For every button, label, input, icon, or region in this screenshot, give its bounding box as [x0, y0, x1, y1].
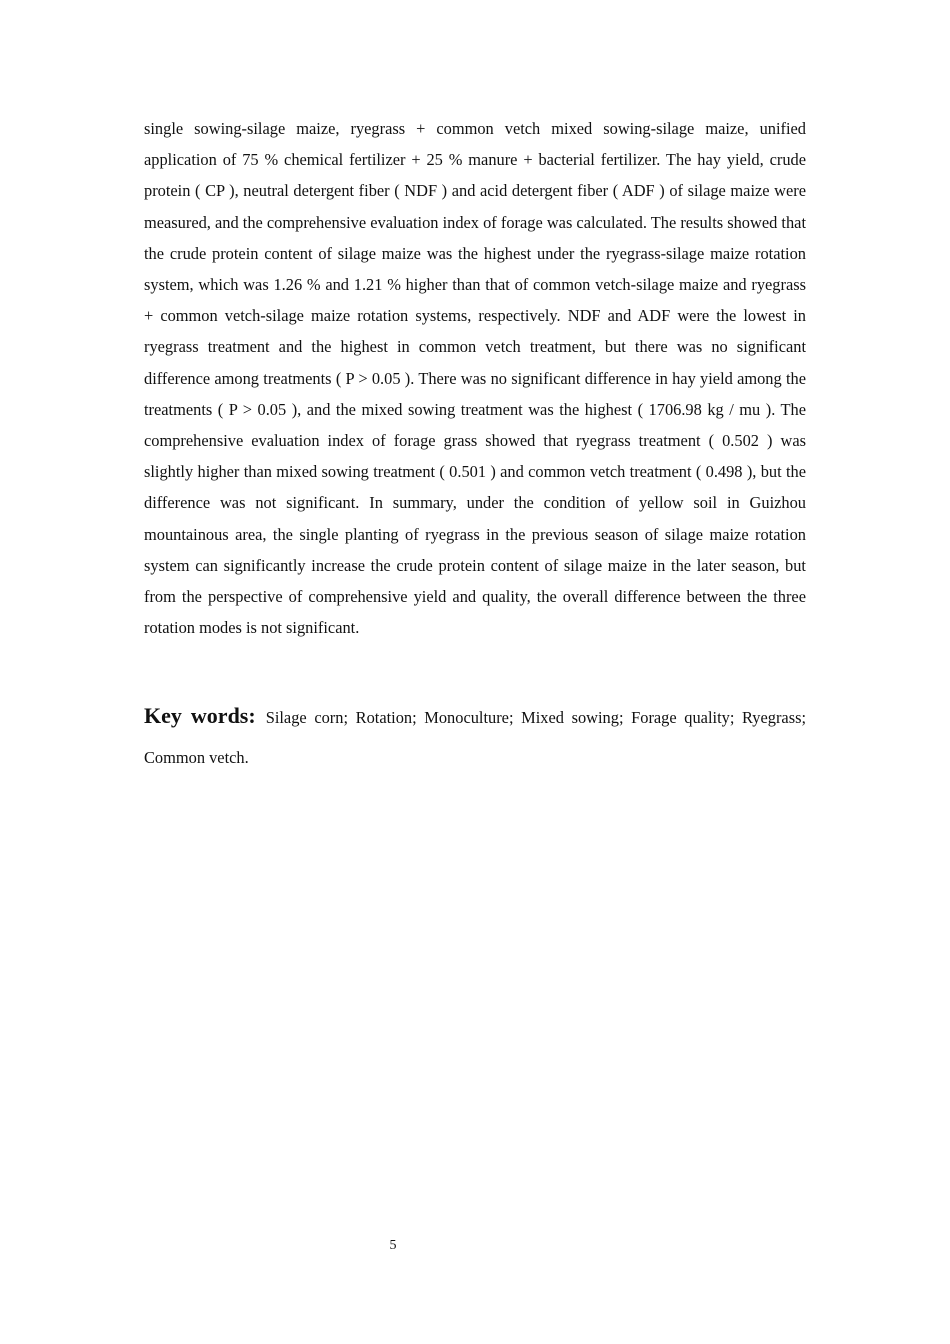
keywords-label: Key words: [144, 703, 256, 728]
keywords-section [144, 696, 806, 778]
keywords-list: Silage corn; Rotation; Monoculture; Mixed sowing; Forage quality; Ryegrass; Common vetch. [144, 708, 806, 767]
page-number: 5 [389, 1238, 397, 1253]
abstract-paragraph: single sowing-silage maize, ryegrass + common vetch mixed sowing-silage maize, unified application of 75 % chemical fertilizer + 25 % manure + bacterial fertilizer. The hay yield, crude protein ( CP ), neutral detergent fiber ( NDF ) and acid detergent fiber ( ADF ) of silage maize were measured, and the comprehensive evaluation index of forage was calculated. The results showed that the crude protein content of silage maize was the highest under the ryegrass-silage maize rotation system, which was 1.26 % and 1.21 % higher than that of common vetch-silage maize and ryegrass + common vetch-silage maize rotation systems, respectively. NDF and ADF were the lowest in ryegrass treatment and the highest in common vetch treatment, but there was no significant difference among treatments ( P > 0.05 ). There was no significant difference in hay yield among the treatments ( P > 0.05 ), and the mixed sowing treatment was the highest ( 1706.98 kg / mu ). The comprehensive evaluation index of forage grass showed that ryegrass treatment ( 0.502 ) was slightly higher than mixed sowing treatment ( 0.501 ) and common vetch treatment ( 0.498 ), but the difference was not significant. In summary, under the condition of yellow soil in Guizhou mountainous area, the single planting of ryegrass in the previous season of silage maize rotation system can significantly increase the crude protein content of silage maize in the later season, but from the perspective of comprehensive yield and quality, the overall difference between the three rotation modes is not significant. [144, 119, 806, 638]
